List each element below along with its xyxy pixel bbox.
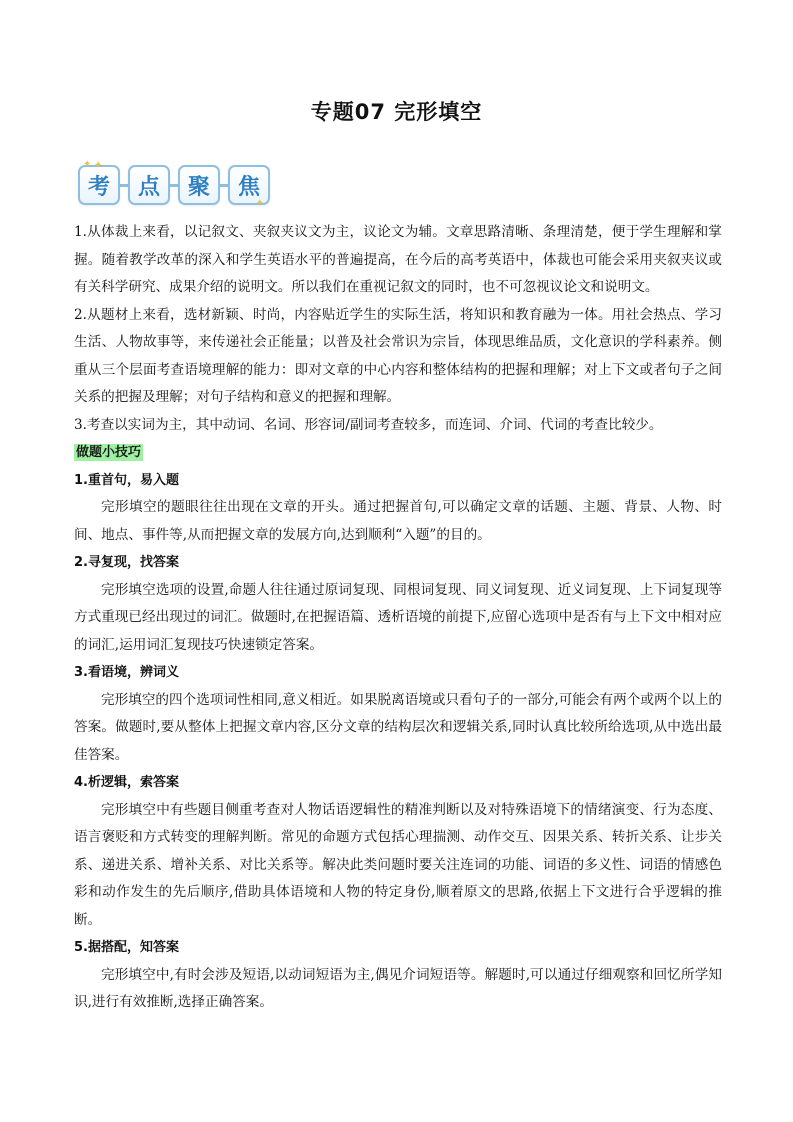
badge-char: 聚	[187, 174, 210, 200]
badge-connector	[120, 184, 128, 187]
section-badge-group	[78, 159, 270, 209]
badge-dian	[128, 165, 170, 205]
section-body-4: 完形填空中有些题目侧重考查对人物话语逻辑性的精准判断以及对特殊语境下的情绪演变、行为态度、语言褒贬和方式转变的理解判断。常见的命题方式包括心理揣测、动作交互、因果关系、转折关系、让步关系、递进关系、增补关系、对比关系等。解决此类问题时要关注连词的功能、词语的多义性、词语的情感色彩和动作发生的先后顺序,借助具体语境和人物的特定身份,顺着原文的思路,依据上下文进行合乎逻辑的推断。	[74, 801, 722, 928]
section-heading-1: 1.重首句，易入题	[74, 472, 179, 488]
section-body-5: 完形填空中,有时会涉及短语,以动词短语为主,偶见介词短语等。解题时,可以通过仔细观察和回忆所学知识,进行有效推断,选择正确答案。	[74, 966, 722, 1010]
badge-connector	[170, 184, 178, 187]
badge-connector	[220, 184, 228, 187]
badge-ju	[178, 165, 220, 205]
tips-heading: 做题小技巧	[76, 445, 142, 460]
badge-char: 焦	[237, 174, 260, 200]
intro-paragraph-1: 1.从体裁上来看，以记叙文、夹叙夹议文为主，议论文为辅。文章思路清晰、条理清楚，便于学生理解和掌握。随着教学改革的深入和学生英语水平的普遍提高，在今后的高考英语中，体裁也可能会采用夹叙夹议或有关科学研究、成果介绍的说明文。所以我们在重视记叙文的同时，也不可忽视议论文和说明文。	[74, 224, 722, 295]
badge-char: 点	[137, 174, 160, 200]
section-body-2: 完形填空选项的设置,命题人往往通过原词复现、同根词复现、同义词复现、近义词复现、上下词复现等方式重现已经出现过的词汇。做题时,在把握语篇、透析语境的前提下,应留心选项中是否有与上下文中相对应的词汇,运用词汇复现技巧快速锁定答案。	[74, 581, 722, 653]
section-heading-5: 5.据搭配，知答案	[74, 940, 179, 955]
intro-paragraph-2: 2.从题材上来看，选材新颖、时尚，内容贴近学生的实际生活，将知识和教育融为一体。用社会热点、学习生活、人物故事等，来传递社会正能量；以普及社会常识为宗旨，体现思维品质，文化意识的学科素养。侧重从三个层面考查语境理解的能力：即对文章的中心内容和整体结构的把握和理解；对上下文或者句子之间关系的把握及理解；对句子结构和意义的把握和理解。	[74, 306, 722, 405]
star-icon: ✦	[94, 160, 103, 171]
badge-char: 考	[87, 174, 110, 200]
section-heading-4: 4.析逻辑，索答案	[74, 775, 179, 790]
section-body-1: 完形填空的题眼往往出现在文章的开头。通过把握首句,可以确定文章的话题、主题、背景、人物、时间、地点、事件等,从而把握文章的发展方向,达到顺利“入题”的目的。	[74, 499, 722, 543]
badge-jiao	[228, 165, 270, 209]
star-icon: ✦	[83, 159, 92, 170]
section-heading-2: 2.寻复现，找答案	[74, 555, 179, 570]
main-content	[74, 219, 722, 1017]
section-body-3: 完形填空的四个选项词性相同,意义相近。如果脱离语境或只看句子的一部分,可能会有两个或两个以上的答案。做题时,要从整体上把握文章内容,区分文章的结构层次和逻辑关系,同时认真比较所给选项,从中选出最佳答案。	[74, 691, 722, 763]
page-title: 专题07 完形填空	[310, 100, 483, 124]
tips-heading-row	[74, 439, 722, 467]
star-icon: ✦	[255, 198, 264, 209]
section-heading-3: 3.看语境，辨词义	[74, 665, 179, 680]
intro-paragraph-3: 3.考查以实词为主，其中动词、名词、形容词/副词考查较多，而连词、介词、代词的考查比较少。	[74, 416, 663, 433]
badge-kao	[78, 159, 120, 205]
